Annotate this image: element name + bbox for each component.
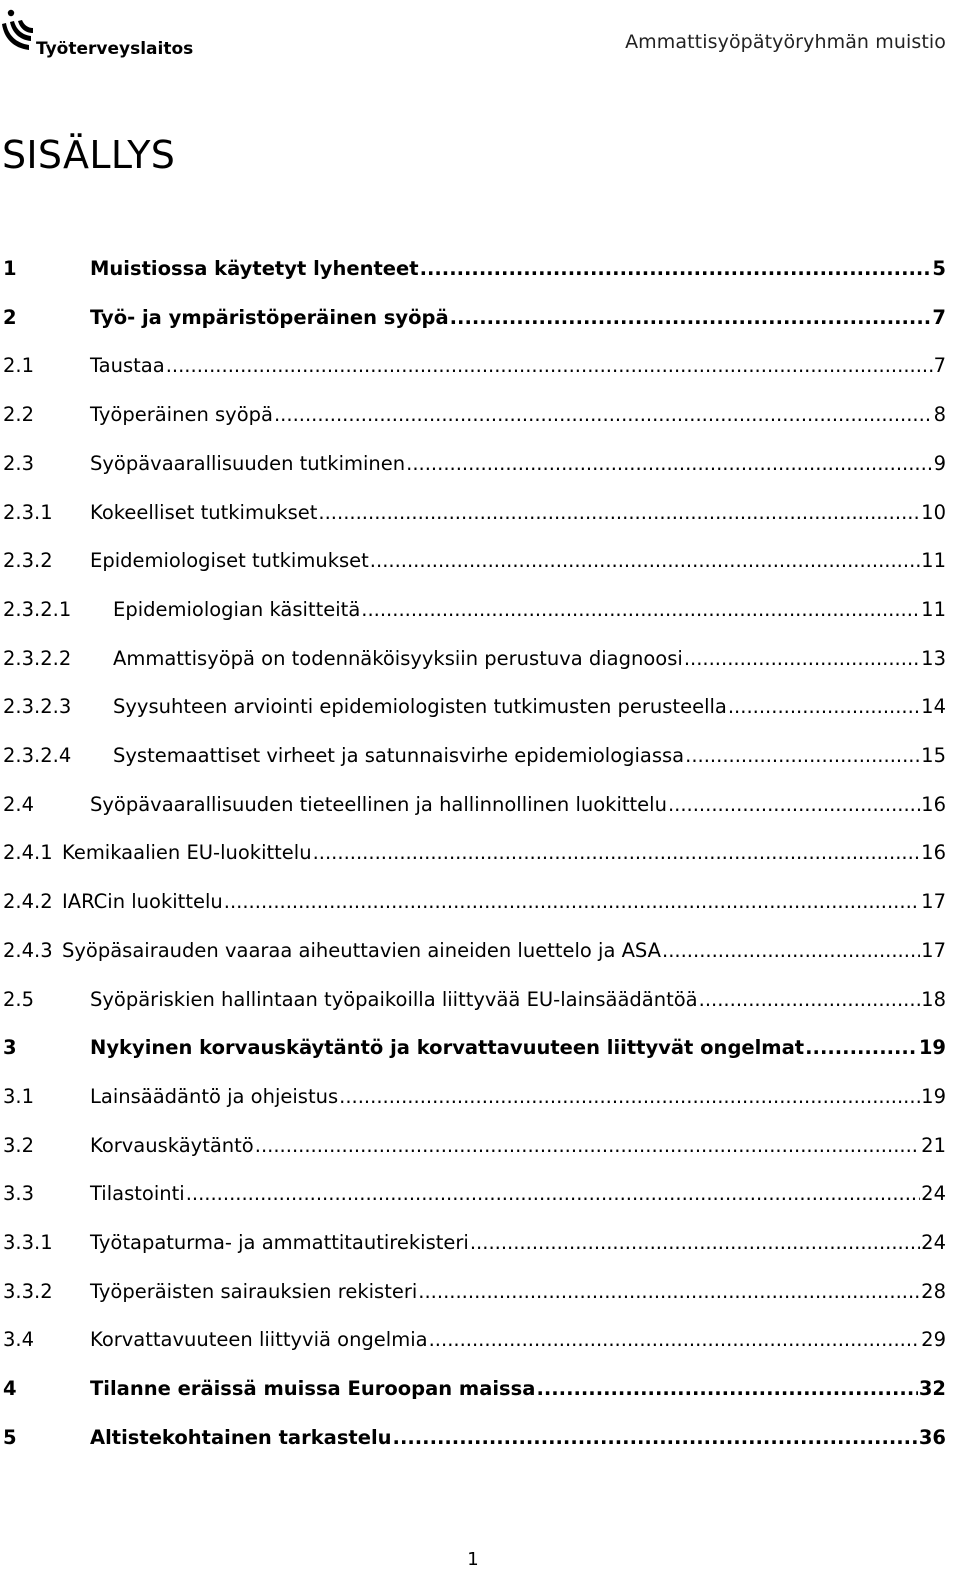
toc-entry-number: 2.1 [3, 354, 35, 377]
toc-entry-number: 2.4 [3, 793, 35, 816]
toc-entry[interactable] [0, 1031, 946, 1065]
toc-entry-page: 15 [921, 744, 946, 767]
toc-dot-leader [224, 885, 920, 919]
toc-entry[interactable] [0, 836, 946, 870]
toc-dot-leader [668, 788, 920, 822]
toc-entry-page: 7 [933, 354, 946, 377]
toc-entry-page: 11 [921, 598, 946, 621]
logo-text: Työterveyslaitos [36, 39, 194, 59]
toc-entry-number: 2.2 [3, 403, 35, 426]
toc-entry-page: 14 [921, 695, 946, 718]
toc-dot-leader [406, 447, 932, 481]
toc-dot-leader [393, 1421, 918, 1455]
toc-entry[interactable] [0, 1226, 946, 1260]
toc-entry-page: 17 [921, 890, 946, 913]
toc-entry-number: 2.3.2.1 [3, 598, 72, 621]
toc-dot-leader [186, 1177, 920, 1211]
tyoterveyslaitos-logo [2, 5, 202, 65]
toc-entry-number: 4 [3, 1377, 17, 1400]
toc-entry[interactable] [0, 1080, 946, 1114]
toc-entry-number: 3 [3, 1036, 17, 1059]
toc-entry-page: 24 [921, 1182, 946, 1205]
toc-entry-page: 28 [921, 1280, 946, 1303]
toc-entry-number: 2.4.3 [3, 939, 53, 962]
toc-entry-title: Muistiossa käytetyt lyhenteet [90, 257, 419, 280]
toc-entry-page: 24 [921, 1231, 946, 1254]
toc-entry-number: 2.3.2.3 [3, 695, 72, 718]
toc-entry[interactable] [0, 1421, 946, 1455]
page-number: 1 [467, 1549, 479, 1570]
toc-entry[interactable] [0, 1323, 946, 1357]
toc-entry[interactable] [0, 544, 946, 578]
toc-entry-number: 3.1 [3, 1085, 35, 1108]
page-header [0, 0, 960, 80]
toc-entry-title: Tilastointi [90, 1182, 185, 1205]
toc-entry-number: 2 [3, 306, 17, 329]
toc-entry[interactable] [0, 593, 946, 627]
toc-entry-title: Työperäisten sairauksien rekisteri [90, 1280, 418, 1303]
toc-entry-number: 2.3 [3, 452, 35, 475]
toc-entry-page: 11 [921, 549, 946, 572]
toc-entry-number: 5 [3, 1426, 17, 1449]
toc-dot-leader [684, 642, 920, 676]
toc-entry[interactable] [0, 983, 946, 1017]
toc-entry-page: 10 [921, 501, 946, 524]
toc-entry[interactable] [0, 788, 946, 822]
toc-entry-title: Työ- ja ympäristöperäinen syöpä [90, 306, 449, 329]
toc-entry-title: Kokeelliset tutkimukset [90, 501, 318, 524]
toc-entry-number: 3.3.2 [3, 1280, 53, 1303]
toc-entry-title: Altistekohtainen tarkastelu [90, 1426, 392, 1449]
toc-entry[interactable] [0, 1177, 946, 1211]
toc-entry-page: 19 [921, 1085, 946, 1108]
toc-entry-page: 5 [932, 257, 946, 280]
toc-entry-page: 36 [918, 1426, 946, 1449]
toc-entry-page: 7 [932, 306, 946, 329]
toc-entry-title: Syöpäriskien hallintaan työpaikoilla liittyvää EU-lainsäädäntöä [90, 988, 698, 1011]
toc-entry[interactable] [0, 934, 946, 968]
toc-dot-leader [370, 544, 920, 578]
toc-entry-title: Epidemiologiset tutkimukset [90, 549, 369, 572]
toc-entry-title: Kemikaalien EU-luokittelu [62, 841, 312, 864]
document-title: Ammattisyöpätyöryhmän muistio [625, 31, 946, 53]
toc-dot-leader [166, 349, 933, 383]
toc-entry-number: 2.3.1 [3, 501, 53, 524]
toc-dot-leader [470, 1226, 920, 1260]
toc-entry-page: 16 [921, 841, 946, 864]
page-title: SISÄLLYS [2, 133, 176, 177]
logo-mark-icon [2, 10, 33, 50]
toc-dot-leader [662, 934, 920, 968]
toc-entry-number: 3.3.1 [3, 1231, 53, 1254]
toc-entry-number: 2.4.1 [3, 841, 53, 864]
toc-entry-title: Korvattavuuteen liittyviä ongelmia [90, 1328, 428, 1351]
toc-entry[interactable] [0, 447, 946, 481]
toc-entry[interactable] [0, 301, 946, 335]
toc-entry-number: 3.3 [3, 1182, 35, 1205]
toc-dot-leader [685, 739, 920, 773]
toc-entry-number: 2.3.2 [3, 549, 53, 572]
toc-entry-title: Syöpäsairauden vaaraa aiheuttavien aineiden luettelo ja ASA [62, 939, 662, 962]
toc-dot-leader [728, 690, 920, 724]
toc-entry[interactable] [0, 690, 946, 724]
toc-entry-title: Syysuhteen arviointi epidemiologisten tutkimusten perusteella [113, 695, 727, 718]
toc-entry-title: Työperäinen syöpä [90, 403, 273, 426]
toc-entry-number: 2.3.2.4 [3, 744, 72, 767]
toc-entry-title: Korvauskäytäntö [90, 1134, 254, 1157]
toc-entry-title: Työtapaturma- ja ammattitautirekisteri [90, 1231, 469, 1254]
toc-entry-title: Lainsäädäntö ja ohjeistus [90, 1085, 339, 1108]
toc-entry-title: Tilanne eräissä muissa Euroopan maissa [90, 1377, 536, 1400]
toc-entry-title: Syöpävaarallisuuden tutkiminen [90, 452, 406, 475]
toc-entry-title: Ammattisyöpä on todennäköisyyksiin perustuva diagnoosi [113, 647, 683, 670]
toc-entry[interactable] [0, 642, 946, 676]
toc-dot-leader [255, 1129, 920, 1163]
toc-entry-number: 2.3.2.2 [3, 647, 72, 670]
toc-entry-number: 3.4 [3, 1328, 35, 1351]
toc-entry-title: IARCin luokittelu [62, 890, 223, 913]
toc-dot-leader [361, 593, 920, 627]
toc-entry-number: 3.2 [3, 1134, 35, 1157]
toc-entry[interactable] [0, 496, 946, 530]
toc-entry-title: Nykyinen korvauskäytäntö ja korvattavuuteen liittyvät ongelmat [90, 1036, 805, 1059]
toc-entry-title: Epidemiologian käsitteitä [113, 598, 361, 621]
toc-dot-leader [536, 1372, 917, 1406]
toc-entry[interactable] [0, 398, 946, 432]
toc-entry-number: 2.5 [3, 988, 35, 1011]
toc-entry-page: 19 [918, 1036, 946, 1059]
toc-dot-leader [313, 836, 921, 870]
toc-dot-leader [418, 1275, 920, 1309]
toc-entry-page: 16 [921, 793, 946, 816]
toc-entry-page: 29 [921, 1328, 946, 1351]
toc-entry[interactable] [0, 885, 946, 919]
toc-entry[interactable] [0, 1372, 946, 1406]
toc-entry-page: 8 [933, 403, 946, 426]
toc-entry-page: 18 [921, 988, 946, 1011]
toc-dot-leader [318, 496, 920, 530]
toc-entry[interactable] [0, 349, 946, 383]
toc-entry-title: Taustaa [90, 354, 165, 377]
toc-entry-page: 13 [921, 647, 946, 670]
toc-dot-leader [420, 252, 932, 286]
toc-entry-page: 17 [921, 939, 946, 962]
toc-entry[interactable] [0, 739, 946, 773]
toc-entry-page: 9 [933, 452, 946, 475]
toc-entry-title: Systemaattiset virheet ja satunnaisvirhe epidemiologiassa [113, 744, 685, 767]
toc-entry[interactable] [0, 252, 946, 286]
toc-dot-leader [450, 301, 932, 335]
toc-entry[interactable] [0, 1275, 946, 1309]
toc-entry-page: 32 [918, 1377, 946, 1400]
toc-dot-leader [805, 1031, 918, 1065]
toc-entry-number: 2.4.2 [3, 890, 53, 913]
toc-dot-leader [274, 398, 933, 432]
toc-dot-leader [699, 983, 921, 1017]
toc-entry[interactable] [0, 1129, 946, 1163]
toc-entry-number: 1 [3, 257, 17, 280]
toc-entry-page: 21 [921, 1134, 946, 1157]
toc-dot-leader [429, 1323, 921, 1357]
toc-dot-leader [339, 1080, 920, 1114]
toc-entry-title: Syöpävaarallisuuden tieteellinen ja hallinnollinen luokittelu [90, 793, 667, 816]
